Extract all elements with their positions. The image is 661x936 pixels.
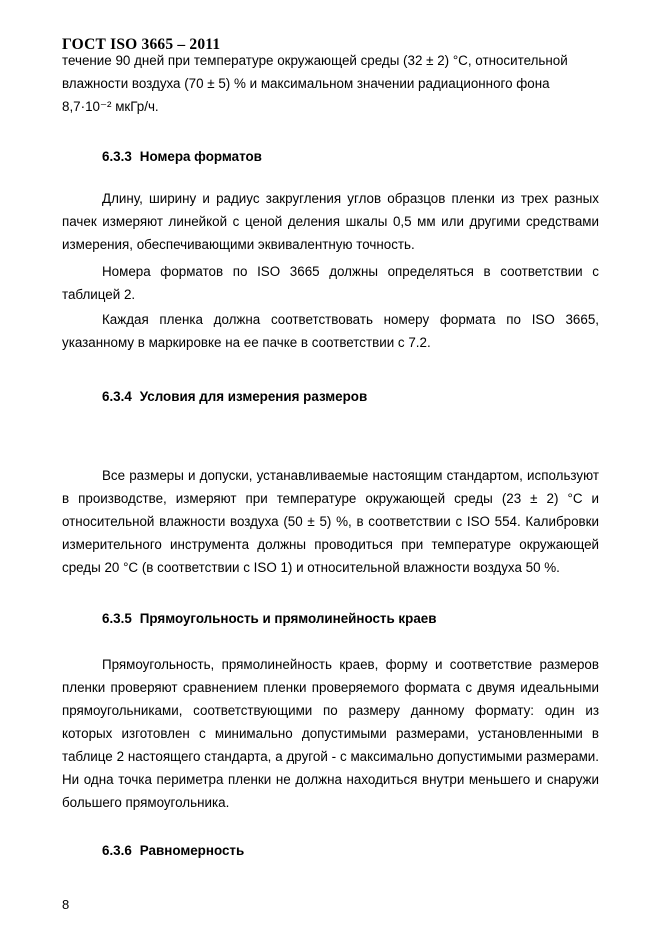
section-number: 6.3.6 [102, 843, 132, 858]
section-title: Условия для измерения размеров [139, 389, 368, 404]
section-title: Равномерность [139, 843, 245, 858]
paragraph: Прямоугольность, прямолинейность краев, форму и соответствие размеров пленки проверяют сравнением пленки проверяемого формата с двумя идеальными прямоугольниками, соответствующими по размеру данному формату: один из которых изготовлен с минимально допустимыми размерами, установленными в таблице 2 настоящего стандарта, а другой - с максимально допустимыми размерами. Ни одна точка периметра пленки не должна находиться внутри меньшего и снаружи большего прямоугольника. [62, 657, 599, 810]
section-title: Номера форматов [139, 149, 262, 164]
section-heading-6-3-3 [102, 149, 262, 164]
section-heading-6-3-4 [102, 389, 367, 404]
section-heading-6-3-5 [102, 611, 436, 626]
paragraph: Номера форматов по ISO 3665 должны определяться в соответствии с таблицей 2. [62, 264, 599, 302]
intro-paragraph [62, 49, 599, 118]
intro-line: 8,7·10⁻² мкГр/ч. [62, 99, 159, 114]
section-number: 6.3.3 [102, 149, 132, 164]
paragraph: Каждая пленка должна соответствовать номеру формата по ISO 3665, указанному в маркировке на ее пачке в соответствии с 7.2. [62, 312, 599, 350]
document-header: ГОСТ ISO 3665 – 2011 [62, 36, 221, 53]
intro-line: течение 90 дней при температуре окружающей среды (32 ± 2) °C, относительной [62, 53, 568, 68]
page-number: 8 [62, 897, 70, 912]
section-number: 6.3.4 [102, 389, 132, 404]
section-title: Прямоугольность и прямолинейность краев [139, 611, 437, 626]
intro-line: влажности воздуха (70 ± 5) % и максимальном значении радиационного фона [62, 76, 550, 91]
paragraph: Длину, ширину и радиус закругления углов образцов пленки из трех разных пачек измеряют линейкой с ценой деления шкалы 0,5 мм или другими средствами измерения, обеспечивающими эквивалентную точность. [62, 191, 599, 252]
section-heading-6-3-6 [102, 843, 244, 858]
paragraph: Все размеры и допуски, устанавливаемые настоящим стандартом, используют в производстве, измеряют при температуре окружающей среды (23 ± 2) °C и относительной влажности воздуха (50 ± 5) %, в соответствии с ISO 554. Калибровки измерительного инструмента должны проводиться при температуре окружающей среды 20 °C (в соответствии с ISO 1) и относительной влажности воздуха 50 %. [62, 468, 599, 575]
section-number: 6.3.5 [102, 611, 132, 626]
